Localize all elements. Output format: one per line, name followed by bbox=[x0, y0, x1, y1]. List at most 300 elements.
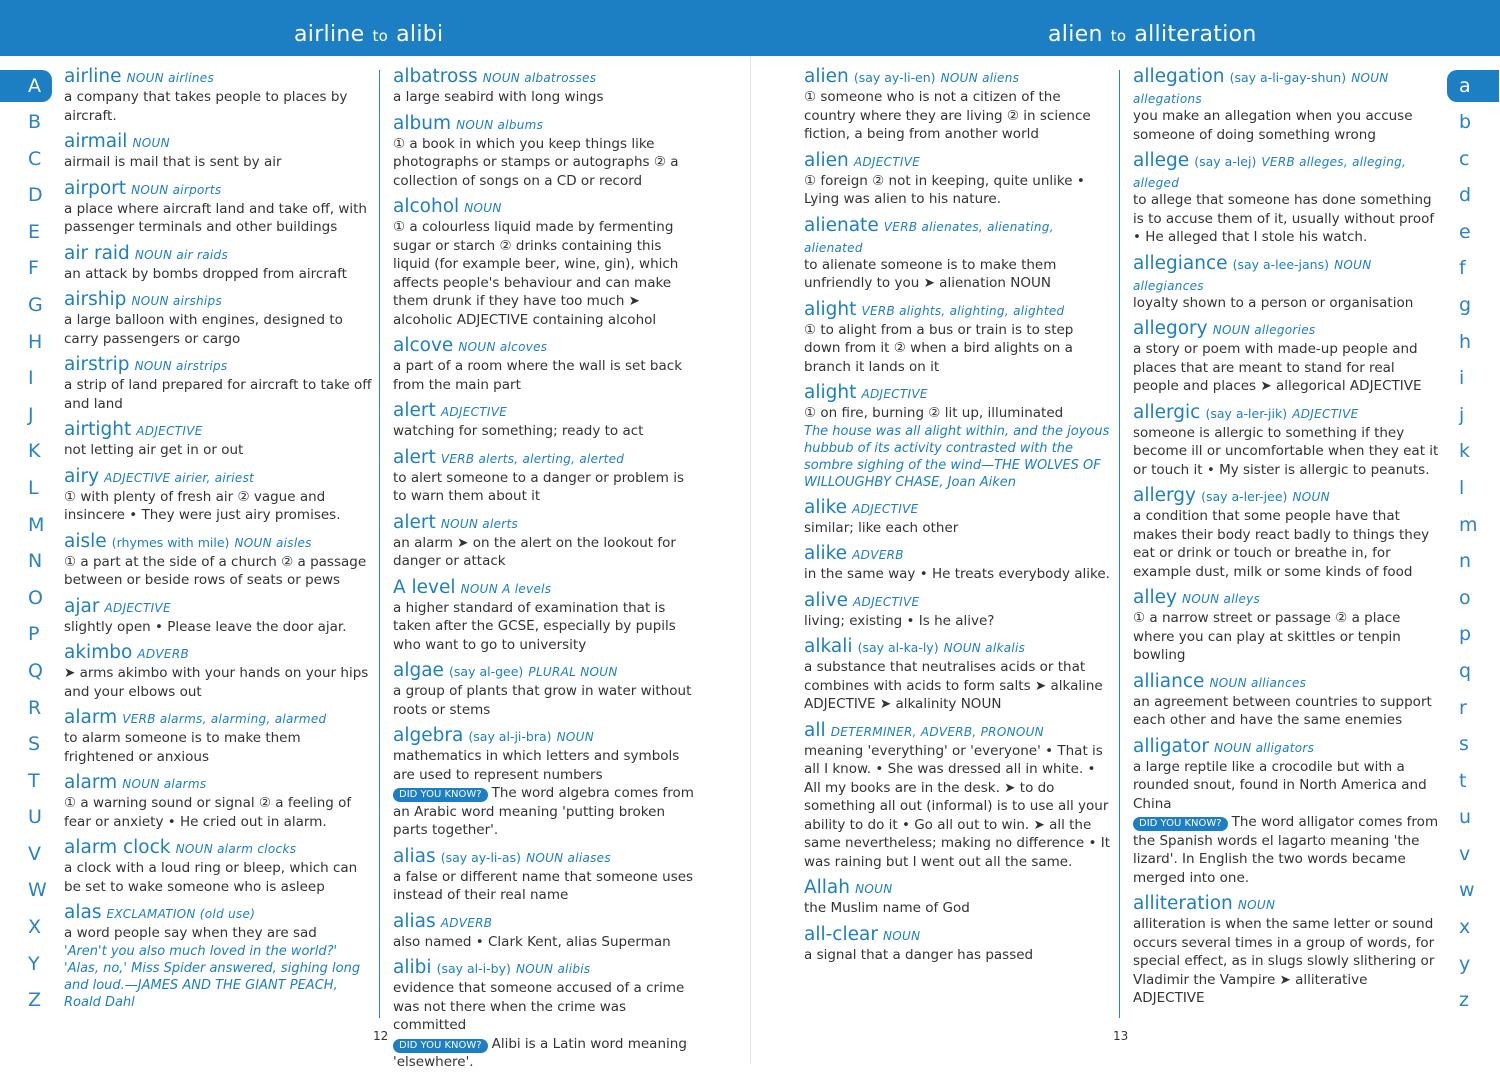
pronunciation: (say a-ler-jik) bbox=[1205, 405, 1288, 421]
pronunciation: (say a-lee-jans) bbox=[1232, 256, 1329, 272]
pronunciation: (say ay-li-en) bbox=[853, 70, 936, 85]
definition: evidence that someone accused of a crime was not there when the crime was committed bbox=[393, 980, 685, 1033]
part-of-speech: NOUN allegiances bbox=[1133, 257, 1372, 293]
headword: alight bbox=[804, 298, 857, 320]
entry-headline bbox=[64, 178, 372, 200]
entry-headline bbox=[64, 707, 372, 729]
definition: someone is allergic to something if they become ill or uncomfortable when they eat it or touch it • My sister is allergic to peanuts. bbox=[1133, 424, 1439, 478]
part-of-speech: ADJECTIVE bbox=[861, 387, 928, 401]
entry-headline bbox=[804, 877, 1112, 899]
headword: alcove bbox=[393, 335, 454, 356]
thumb-tab-u[interactable]: U bbox=[28, 806, 42, 829]
thumb-tab-l[interactable]: l bbox=[1459, 476, 1465, 499]
dictionary-entry bbox=[64, 837, 372, 896]
dictionary-entry bbox=[804, 497, 1112, 538]
dictionary-entry bbox=[1133, 66, 1441, 144]
headword: alarm clock bbox=[64, 837, 171, 858]
dictionary-entry bbox=[393, 196, 701, 329]
thumb-tab-g[interactable]: g bbox=[1459, 293, 1472, 316]
part-of-speech: ADJECTIVE bbox=[440, 405, 508, 419]
thumb-tab-i[interactable]: I bbox=[28, 367, 34, 390]
page-header-bar bbox=[0, 0, 1500, 56]
dictionary-entry bbox=[64, 66, 372, 125]
headword: alas bbox=[64, 902, 102, 923]
part-of-speech: NOUN allegations bbox=[1133, 71, 1389, 106]
part-of-speech: NOUN bbox=[1292, 490, 1330, 504]
dictionary-entry bbox=[64, 354, 372, 413]
column-4 bbox=[1133, 66, 1441, 1014]
thumb-tab-f[interactable]: F bbox=[28, 257, 39, 280]
dictionary-entry bbox=[1133, 893, 1441, 1008]
thumb-tab-t[interactable]: T bbox=[28, 769, 40, 792]
definition: similar; like each other bbox=[804, 519, 959, 536]
entry-headline bbox=[64, 131, 372, 153]
part-of-speech: NOUN alarms bbox=[122, 777, 207, 791]
column-3 bbox=[804, 66, 1112, 970]
thumb-tab-a[interactable]: a bbox=[1447, 70, 1499, 102]
dictionary-entry bbox=[1133, 253, 1441, 313]
part-of-speech: ADJECTIVE bbox=[853, 154, 921, 169]
entry-headline bbox=[1133, 402, 1441, 424]
thumb-tab-b[interactable]: B bbox=[28, 111, 42, 133]
entry-headline bbox=[804, 720, 1112, 742]
thumb-tab-p[interactable]: p bbox=[1459, 623, 1472, 646]
part-of-speech: NOUN aliens bbox=[940, 71, 1020, 85]
headword: alert bbox=[393, 400, 436, 421]
thumb-tab-x[interactable]: x bbox=[1459, 916, 1471, 939]
dictionary-entry bbox=[393, 335, 701, 394]
entry-headline bbox=[393, 113, 701, 135]
entry-headline bbox=[393, 66, 701, 88]
headword: airstrip bbox=[64, 354, 130, 375]
headword: all bbox=[804, 719, 826, 741]
definition: a word people say when they are sad bbox=[64, 925, 317, 941]
thumb-tab-a[interactable]: A bbox=[0, 70, 52, 102]
entry-headline bbox=[804, 382, 1112, 404]
left-head-to: alibi bbox=[396, 22, 444, 47]
entry-headline bbox=[64, 837, 372, 859]
thumb-tab-k[interactable]: K bbox=[28, 440, 41, 463]
entry-headline bbox=[393, 577, 701, 599]
definition: in the same way • He treats everybody alike. bbox=[804, 566, 1110, 582]
dictionary-entry bbox=[1133, 587, 1441, 665]
dictionary-entry bbox=[393, 846, 701, 905]
entry-headline bbox=[64, 466, 372, 488]
entry-headline bbox=[1133, 66, 1441, 107]
page-number-right: 13 bbox=[1113, 1029, 1129, 1043]
headword: alias bbox=[393, 910, 436, 932]
part-of-speech: NOUN alligators bbox=[1214, 740, 1315, 755]
thumb-tab-g[interactable]: G bbox=[28, 293, 43, 316]
thumb-tab-j[interactable]: j bbox=[1459, 403, 1465, 426]
dictionary-entry bbox=[64, 642, 372, 701]
thumb-tab-r[interactable]: R bbox=[28, 696, 42, 719]
entry-headline bbox=[804, 590, 1112, 612]
headword: alliteration bbox=[1133, 893, 1233, 914]
thumb-tab-c[interactable]: c bbox=[1459, 147, 1470, 170]
entry-headline bbox=[393, 957, 701, 979]
entry-headline bbox=[393, 660, 701, 682]
definition: a strip of land prepared for aircraft to take off and land bbox=[64, 377, 372, 412]
thumb-tab-w[interactable]: w bbox=[1459, 879, 1475, 902]
entry-headline bbox=[804, 150, 1112, 172]
headword: airtight bbox=[64, 419, 132, 440]
dictionary-entry bbox=[64, 531, 372, 590]
part-of-speech: NOUN alleys bbox=[1182, 592, 1261, 606]
right-thumb-index bbox=[1447, 68, 1499, 1019]
did-you-know-text: The word alligator comes from the Spanish words el lagarto meaning 'the lizard'. In English the two words became merged into one. bbox=[1133, 814, 1439, 886]
did-you-know-badge: DID YOU KNOW? bbox=[393, 1039, 488, 1053]
headword: alert bbox=[393, 446, 436, 468]
entry-headline bbox=[1133, 150, 1441, 191]
did-you-know-badge: DID YOU KNOW? bbox=[393, 788, 488, 802]
dictionary-entry bbox=[804, 720, 1112, 872]
headword: alligator bbox=[1133, 735, 1210, 757]
thumb-tab-c[interactable]: C bbox=[28, 147, 42, 170]
dictionary-entry bbox=[393, 447, 701, 506]
headword: airline bbox=[64, 66, 122, 87]
definition: a false or different name that someone uses instead of their real name bbox=[393, 868, 694, 903]
literary-quotation: 'Aren't you also much loved in the world?' 'Alas, no,' Miss Spider answered, sighing long and loud.—JAMES AND THE GIANT PEACH, Roald Dahl bbox=[64, 943, 361, 1010]
entry-headline bbox=[64, 772, 372, 794]
part-of-speech: NOUN albatrosses bbox=[482, 71, 597, 85]
thumb-tab-p[interactable]: P bbox=[28, 623, 40, 646]
entry-headline bbox=[1133, 893, 1441, 915]
part-of-speech: NOUN airstrips bbox=[134, 359, 228, 373]
headword: akimbo bbox=[64, 642, 133, 663]
entry-headline bbox=[804, 215, 1112, 256]
dictionary-entry bbox=[804, 636, 1112, 714]
thumb-tab-z[interactable]: z bbox=[1459, 989, 1469, 1012]
thumb-tab-e[interactable]: e bbox=[1459, 220, 1471, 243]
thumb-tab-s[interactable]: s bbox=[1459, 733, 1469, 756]
definition: ① with plenty of fresh air ② vague and insincere • They were just airy promises. bbox=[64, 488, 341, 523]
part-of-speech: NOUN air raids bbox=[134, 247, 229, 262]
definition: living; existing • Is he alive? bbox=[804, 612, 995, 629]
thumb-tab-y[interactable]: y bbox=[1459, 952, 1471, 975]
dictionary-entry bbox=[804, 382, 1112, 491]
entry-headline bbox=[804, 924, 1112, 946]
part-of-speech: NOUN bbox=[132, 136, 170, 150]
entry-headline bbox=[64, 66, 372, 88]
headword: algae bbox=[393, 660, 444, 681]
dictionary-entry bbox=[1133, 485, 1441, 581]
entry-headline bbox=[64, 289, 372, 311]
part-of-speech: VERB alarms, alarming, alarmed bbox=[122, 712, 327, 726]
part-of-speech: EXCLAMATION (old use) bbox=[106, 907, 256, 921]
pronunciation: (say ay-li-as) bbox=[440, 849, 521, 865]
thumb-tab-k[interactable]: k bbox=[1459, 440, 1471, 463]
definition: a condition that some people have that makes their body react badly to things they eat or drink or touch or breathe in, for example dust, milk or some kinds of food bbox=[1133, 508, 1430, 580]
entry-headline bbox=[1133, 318, 1441, 340]
thumb-tab-m[interactable]: m bbox=[1459, 513, 1478, 536]
part-of-speech: NOUN alibis bbox=[515, 962, 591, 976]
headword: allergy bbox=[1133, 485, 1196, 506]
part-of-speech: NOUN aliases bbox=[526, 850, 611, 865]
dictionary-entry bbox=[1133, 671, 1441, 730]
page-number-left: 12 bbox=[373, 1029, 389, 1043]
dictionary-entry bbox=[804, 877, 1112, 918]
dictionary-entry bbox=[393, 725, 701, 840]
part-of-speech: ADVERB bbox=[852, 548, 904, 562]
dictionary-entry bbox=[804, 924, 1112, 965]
definition: meaning 'everything' or 'everyone' • That is all I know. • She was dressed all in white. • All my books are in the desk. ➤ to do something all out (informal) is to use all your ability to do it • Go all out to win. ➤ all the same nevertheless; making no difference • It was raining but I went out all the same. bbox=[804, 742, 1110, 870]
part-of-speech: PLURAL NOUN bbox=[528, 665, 618, 679]
part-of-speech: ADJECTIVE bbox=[104, 600, 171, 615]
thumb-tab-o[interactable]: o bbox=[1459, 586, 1471, 609]
right-head-to-word: to bbox=[1110, 27, 1127, 45]
part-of-speech: ADVERB bbox=[440, 915, 493, 930]
dictionary-entry bbox=[393, 113, 701, 191]
headword: alcohol bbox=[393, 196, 460, 217]
thumb-tab-q[interactable]: Q bbox=[28, 659, 43, 682]
thumb-tab-q[interactable]: q bbox=[1459, 659, 1472, 682]
thumb-tab-l[interactable]: L bbox=[28, 476, 39, 499]
part-of-speech: ADJECTIVE bbox=[852, 501, 919, 516]
entry-headline bbox=[393, 846, 701, 868]
entry-headline bbox=[393, 447, 701, 469]
definition: a story or poem with made-up people and places that are meant to stand for real people and places ➤ allegorical ADJECTIVE bbox=[1133, 341, 1422, 394]
entry-headline bbox=[393, 725, 701, 747]
part-of-speech: ADJECTIVE bbox=[853, 594, 920, 609]
thumb-tab-i[interactable]: i bbox=[1459, 367, 1465, 390]
headword: alliance bbox=[1133, 670, 1205, 692]
pronunciation: (rhymes with mile) bbox=[111, 534, 230, 550]
definition: an alarm ➤ on the alert on the lookout for danger or attack bbox=[393, 534, 676, 569]
part-of-speech: NOUN albums bbox=[456, 117, 544, 132]
definition: to alienate someone is to make them unfriendly to you ➤ alienation NOUN bbox=[804, 256, 1057, 291]
thumb-tab-y[interactable]: Y bbox=[28, 952, 40, 975]
definition: ① foreign ② not in keeping, quite unlike • Lying was alien to his nature. bbox=[804, 172, 1085, 207]
thumb-tab-j[interactable]: J bbox=[28, 403, 34, 426]
part-of-speech: NOUN airships bbox=[131, 294, 223, 308]
dictionary-entry bbox=[64, 466, 372, 525]
part-of-speech: NOUN alliances bbox=[1209, 675, 1307, 690]
headword: alien bbox=[804, 66, 849, 87]
definition: loyalty shown to a person or organisation bbox=[1133, 294, 1414, 311]
thumb-tab-r[interactable]: r bbox=[1459, 696, 1467, 719]
definition: mathematics in which letters and symbols are used to represent numbers bbox=[393, 748, 680, 783]
headword: allegiance bbox=[1133, 252, 1228, 274]
headword: all-clear bbox=[804, 923, 878, 945]
definition: a higher standard of examination that is taken after the GCSE, especially by pupils who want to go to university bbox=[393, 599, 676, 653]
pronunciation: (say al-gee) bbox=[449, 664, 524, 679]
right-head-to: alliteration bbox=[1134, 22, 1257, 47]
definition: alliteration is when the same letter or sound occurs several times in a group of words, for special effect, as in slugs slowly slithering or Vladimir the Vampire ➤ alliterative ADJECTIVE bbox=[1133, 916, 1435, 1006]
entry-headline bbox=[393, 911, 701, 933]
part-of-speech: NOUN airlines bbox=[126, 71, 215, 85]
part-of-speech: NOUN bbox=[556, 730, 595, 744]
headword: ajar bbox=[64, 595, 100, 617]
dictionary-entry bbox=[64, 902, 372, 1011]
definition: not letting air get in or out bbox=[64, 442, 244, 458]
definition: a place where aircraft land and take off, with passenger terminals and other buildings bbox=[64, 200, 367, 235]
thumb-tab-f[interactable]: f bbox=[1459, 257, 1466, 280]
headword: alike bbox=[804, 543, 848, 564]
entry-headline bbox=[1133, 736, 1441, 758]
headword: alien bbox=[804, 149, 849, 171]
definition: ① a warning sound or signal ② a feeling of fear or anxiety • He cried out in alarm. bbox=[64, 795, 352, 830]
headword: alienate bbox=[804, 214, 879, 236]
dictionary-entry bbox=[804, 215, 1112, 293]
dictionary-entry bbox=[393, 911, 701, 952]
definition: ① someone who is not a citizen of the country where they are living ② in science fiction, a being from another world bbox=[804, 89, 1091, 142]
entry-headline bbox=[804, 497, 1112, 519]
part-of-speech: ADJECTIVE bbox=[1292, 406, 1359, 421]
part-of-speech: NOUN aisles bbox=[234, 535, 312, 550]
entry-headline bbox=[393, 196, 701, 218]
part-of-speech: DETERMINER, ADVERB, PRONOUN bbox=[830, 724, 1044, 739]
dictionary-entry bbox=[64, 707, 372, 766]
left-thumb-index bbox=[0, 68, 52, 1019]
headword: alarm bbox=[64, 707, 118, 728]
thumb-tab-w[interactable]: W bbox=[28, 879, 47, 902]
thumb-tab-z[interactable]: Z bbox=[28, 989, 42, 1012]
part-of-speech: NOUN alcoves bbox=[458, 340, 548, 354]
entry-headline bbox=[64, 531, 372, 553]
headword: airmail bbox=[64, 131, 128, 152]
part-of-speech: VERB alights, alighting, alighted bbox=[861, 303, 1065, 318]
literary-quotation: The house was all alight within, and the joyous hubbub of its activity contrasted with the sombre sighing of the wind—THE WOLVES OF WILLOUGHBY CHASE, Joan Aiken bbox=[804, 423, 1110, 490]
thumb-tab-n[interactable]: n bbox=[1459, 550, 1472, 573]
pronunciation: (say al-i-by) bbox=[436, 961, 511, 976]
dictionary-entry bbox=[393, 660, 701, 719]
left-head-to-word: to bbox=[372, 27, 389, 45]
dictionary-entry bbox=[393, 957, 701, 1072]
definition: the Muslim name of God bbox=[804, 900, 970, 916]
thumb-tab-v[interactable]: v bbox=[1459, 842, 1471, 865]
definition: a substance that neutralises acids or that combines with acids to form salts ➤ alkaline ADJECTIVE ➤ alkalinity NOUN bbox=[804, 659, 1103, 712]
headword: allege bbox=[1133, 150, 1190, 171]
definition: a group of plants that grow in water without roots or stems bbox=[393, 683, 692, 718]
thumb-tab-e[interactable]: E bbox=[28, 220, 41, 243]
thumb-tab-d[interactable]: D bbox=[28, 184, 43, 207]
dictionary-entry bbox=[64, 596, 372, 637]
headword: allegation bbox=[1133, 66, 1225, 87]
left-running-head bbox=[294, 22, 443, 47]
definition: airmail is mail that is sent by air bbox=[64, 154, 282, 170]
headword: airy bbox=[64, 465, 100, 487]
dictionary-entry bbox=[804, 66, 1112, 144]
entry-headline bbox=[393, 335, 701, 357]
right-head-from: alien bbox=[1048, 22, 1103, 47]
part-of-speech: NOUN alkalis bbox=[943, 641, 1026, 655]
dictionary-entry bbox=[393, 400, 701, 441]
part-of-speech: VERB alerts, alerting, alerted bbox=[440, 451, 625, 466]
thumb-tab-t[interactable]: t bbox=[1459, 769, 1467, 792]
dictionary-entry bbox=[804, 150, 1112, 209]
column-2 bbox=[393, 66, 701, 1078]
definition: to alert someone to a danger or problem is to warn them about it bbox=[393, 469, 685, 504]
headword: allergic bbox=[1133, 401, 1201, 423]
thumb-tab-h[interactable]: h bbox=[1459, 330, 1472, 353]
did-you-know-badge: DID YOU KNOW? bbox=[1133, 817, 1228, 831]
dictionary-entry bbox=[804, 299, 1112, 377]
headword: air raid bbox=[64, 242, 130, 264]
dictionary-entry bbox=[393, 66, 701, 107]
definition: a clock with a loud ring or bleep, which can be set to wake someone who is asleep bbox=[64, 860, 358, 895]
dictionary-entry bbox=[64, 419, 372, 460]
entry-headline bbox=[64, 596, 372, 618]
column-divider bbox=[1119, 70, 1120, 1018]
entry-headline bbox=[804, 636, 1112, 658]
headword: algebra bbox=[393, 725, 464, 746]
thumb-tab-s[interactable]: S bbox=[28, 733, 41, 756]
thumb-tab-u[interactable]: u bbox=[1459, 806, 1472, 829]
part-of-speech: NOUN bbox=[1237, 898, 1276, 912]
headword: album bbox=[393, 112, 451, 134]
definition: a part of a room where the wall is set back from the main part bbox=[393, 358, 683, 393]
did-you-know-note bbox=[1133, 813, 1441, 887]
headword: Allah bbox=[804, 877, 850, 898]
headword: allegory bbox=[1133, 318, 1208, 339]
headword: airship bbox=[64, 289, 127, 310]
dictionary-entry bbox=[393, 577, 701, 655]
entry-headline bbox=[64, 354, 372, 376]
part-of-speech: NOUN bbox=[883, 928, 921, 943]
headword: alive bbox=[804, 589, 848, 611]
thumb-tab-n[interactable]: N bbox=[28, 550, 43, 573]
pronunciation: (say al-ji-bra) bbox=[468, 729, 552, 744]
definition: to alarm someone is to make them frightened or anxious bbox=[64, 730, 301, 765]
thumb-tab-v[interactable]: V bbox=[28, 842, 41, 865]
entry-headline bbox=[1133, 253, 1441, 294]
definition: watching for something; ready to act bbox=[393, 423, 644, 439]
dictionary-entry bbox=[1133, 150, 1441, 247]
thumb-tab-b[interactable]: b bbox=[1459, 111, 1472, 133]
part-of-speech: NOUN alerts bbox=[440, 516, 519, 531]
entry-headline bbox=[64, 243, 372, 265]
definition: also named • Clark Kent, alias Superman bbox=[393, 933, 671, 950]
dictionary-entry bbox=[64, 289, 372, 348]
did-you-know-note bbox=[393, 784, 701, 840]
right-running-head bbox=[1048, 22, 1257, 47]
page-gutter bbox=[750, 56, 751, 1064]
entry-headline bbox=[64, 419, 372, 441]
headword: alley bbox=[1133, 587, 1177, 608]
definition: ① to alight from a bus or train is to step down from it ② when a bird alights on a branch it lands on it bbox=[804, 321, 1074, 375]
definition: ① on fire, burning ② lit up, illuminated bbox=[804, 405, 1064, 421]
headword: alarm bbox=[64, 772, 118, 793]
dictionary-entry bbox=[64, 178, 372, 237]
column-1 bbox=[64, 66, 372, 1017]
definition: an agreement between countries to support each other and have the same enemies bbox=[1133, 693, 1432, 728]
headword: albatross bbox=[393, 66, 478, 87]
dictionary-entry bbox=[804, 590, 1112, 631]
definition: to allege that someone has done something is to accuse them of it, usually without proof • He alleged that I stole his watch. bbox=[1133, 192, 1435, 245]
thumb-tab-m[interactable]: M bbox=[28, 513, 45, 536]
part-of-speech: NOUN airports bbox=[131, 182, 222, 197]
thumb-tab-d[interactable]: d bbox=[1459, 184, 1472, 207]
entry-headline bbox=[393, 512, 701, 534]
thumb-tab-h[interactable]: H bbox=[28, 330, 43, 353]
pronunciation: (say a-ler-jee) bbox=[1201, 489, 1288, 504]
definition: ① a colourless liquid made by fermenting sugar or starch ② drinks containing this liquid (for example beer, wine, gin), which affects people's behaviour and can make them drunk if they have too much ➤ alcoholic ADJECTIVE containing alcohol bbox=[393, 219, 679, 328]
part-of-speech: NOUN bbox=[855, 882, 893, 896]
thumb-tab-x[interactable]: X bbox=[28, 916, 42, 939]
headword: alibi bbox=[393, 957, 432, 978]
dictionary-entry bbox=[1133, 736, 1441, 888]
definition: a company that takes people to places by aircraft. bbox=[64, 89, 348, 124]
part-of-speech: ADJECTIVE airier, airiest bbox=[104, 470, 255, 485]
entry-headline bbox=[64, 902, 372, 924]
headword: alkali bbox=[804, 636, 853, 657]
thumb-tab-o[interactable]: O bbox=[28, 586, 43, 609]
dictionary-entry bbox=[1133, 402, 1441, 480]
dictionary-entry bbox=[1133, 318, 1441, 396]
dictionary-entry bbox=[64, 243, 372, 284]
entry-headline bbox=[804, 66, 1112, 88]
